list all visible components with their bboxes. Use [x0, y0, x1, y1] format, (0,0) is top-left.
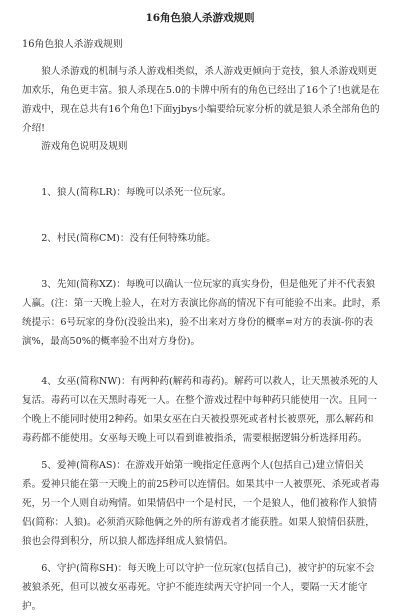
document-subtitle: 16角色狼人杀游戏规则 — [22, 39, 123, 50]
section-heading: 游戏角色说明及规则 — [41, 141, 128, 152]
role-paragraph: 1、狼人(简称LR)：每晚可以杀死一位玩家。 — [41, 187, 232, 198]
role-paragraph: 3、先知(简称XZ)：每晚可以确认一位玩家的真实身份，但是他死了并不代表狼人赢。(注：第一天晚上验人，在对方表演比你高的情况下有可能验不出来。此时，系统提示：6号玩家的身份(没验出来)，验不出来对方身份的概率=对方的表演-你的表演%，最高50%的概率验不出对方身份)。 — [22, 279, 381, 347]
role-paragraph: 4、女巫(简称NW)：有两种药(解药和毒药)。解药可以救人，让天黑被杀死的人复活。毒药可以在天黑时毒死一人。在整个游戏过程中每种药只能使用一次。且同一个晚上不能同时使用2种药。如果女巫在白天被投票死或者村长被票死，那么解药和毒药都不能使用。女巫每天晚上可以看到谁被指杀，需要根据逻辑分析选择用药。 — [22, 376, 378, 444]
role-paragraph: 6、守护(简称SH)：每天晚上可以守护一位玩家(包括自己)，被守护的玩家不会被狼杀死，但可以被女巫毒死。守护不能连续两天守护同一个人，要隔一天才能守护。 — [22, 563, 375, 612]
role-paragraph: 2、村民(简称CM)：没有任何特殊功能。 — [41, 233, 216, 244]
intro-paragraph: 狼人杀游戏的机制与杀人游戏相类似，杀人游戏更倾向于竞技，狼人杀游戏则更加欢乐，角色更丰富。狼人杀现在5.0的卡牌中所有的角色已经出了16个了!也就是在游戏中，现在总共有16个角色!下面yjbys小编要给玩家分析的就是狼人杀全部角色的介绍! — [22, 66, 380, 134]
document-title: 16角色狼人杀游戏规则 — [145, 12, 255, 24]
role-paragraph: 5、爱神(简称AS)：在游戏开始第一晚指定任意两个人(包括自己)建立情侣关系。爱神只能在第一天晚上的前25秒可以连情侣。如果其中一人被票死、杀死或者毒死，另一个人则自动殉情。如果情侣中一个是村民，一个是狼人，他们被称作人狼情侣(简称：人狼)。必须消灭除他俩之外的所有游戏者才能获胜。如果人狼情侣获胜，狼也会得到积分，所以狼人都选择组成人狼情侣。 — [22, 460, 380, 547]
